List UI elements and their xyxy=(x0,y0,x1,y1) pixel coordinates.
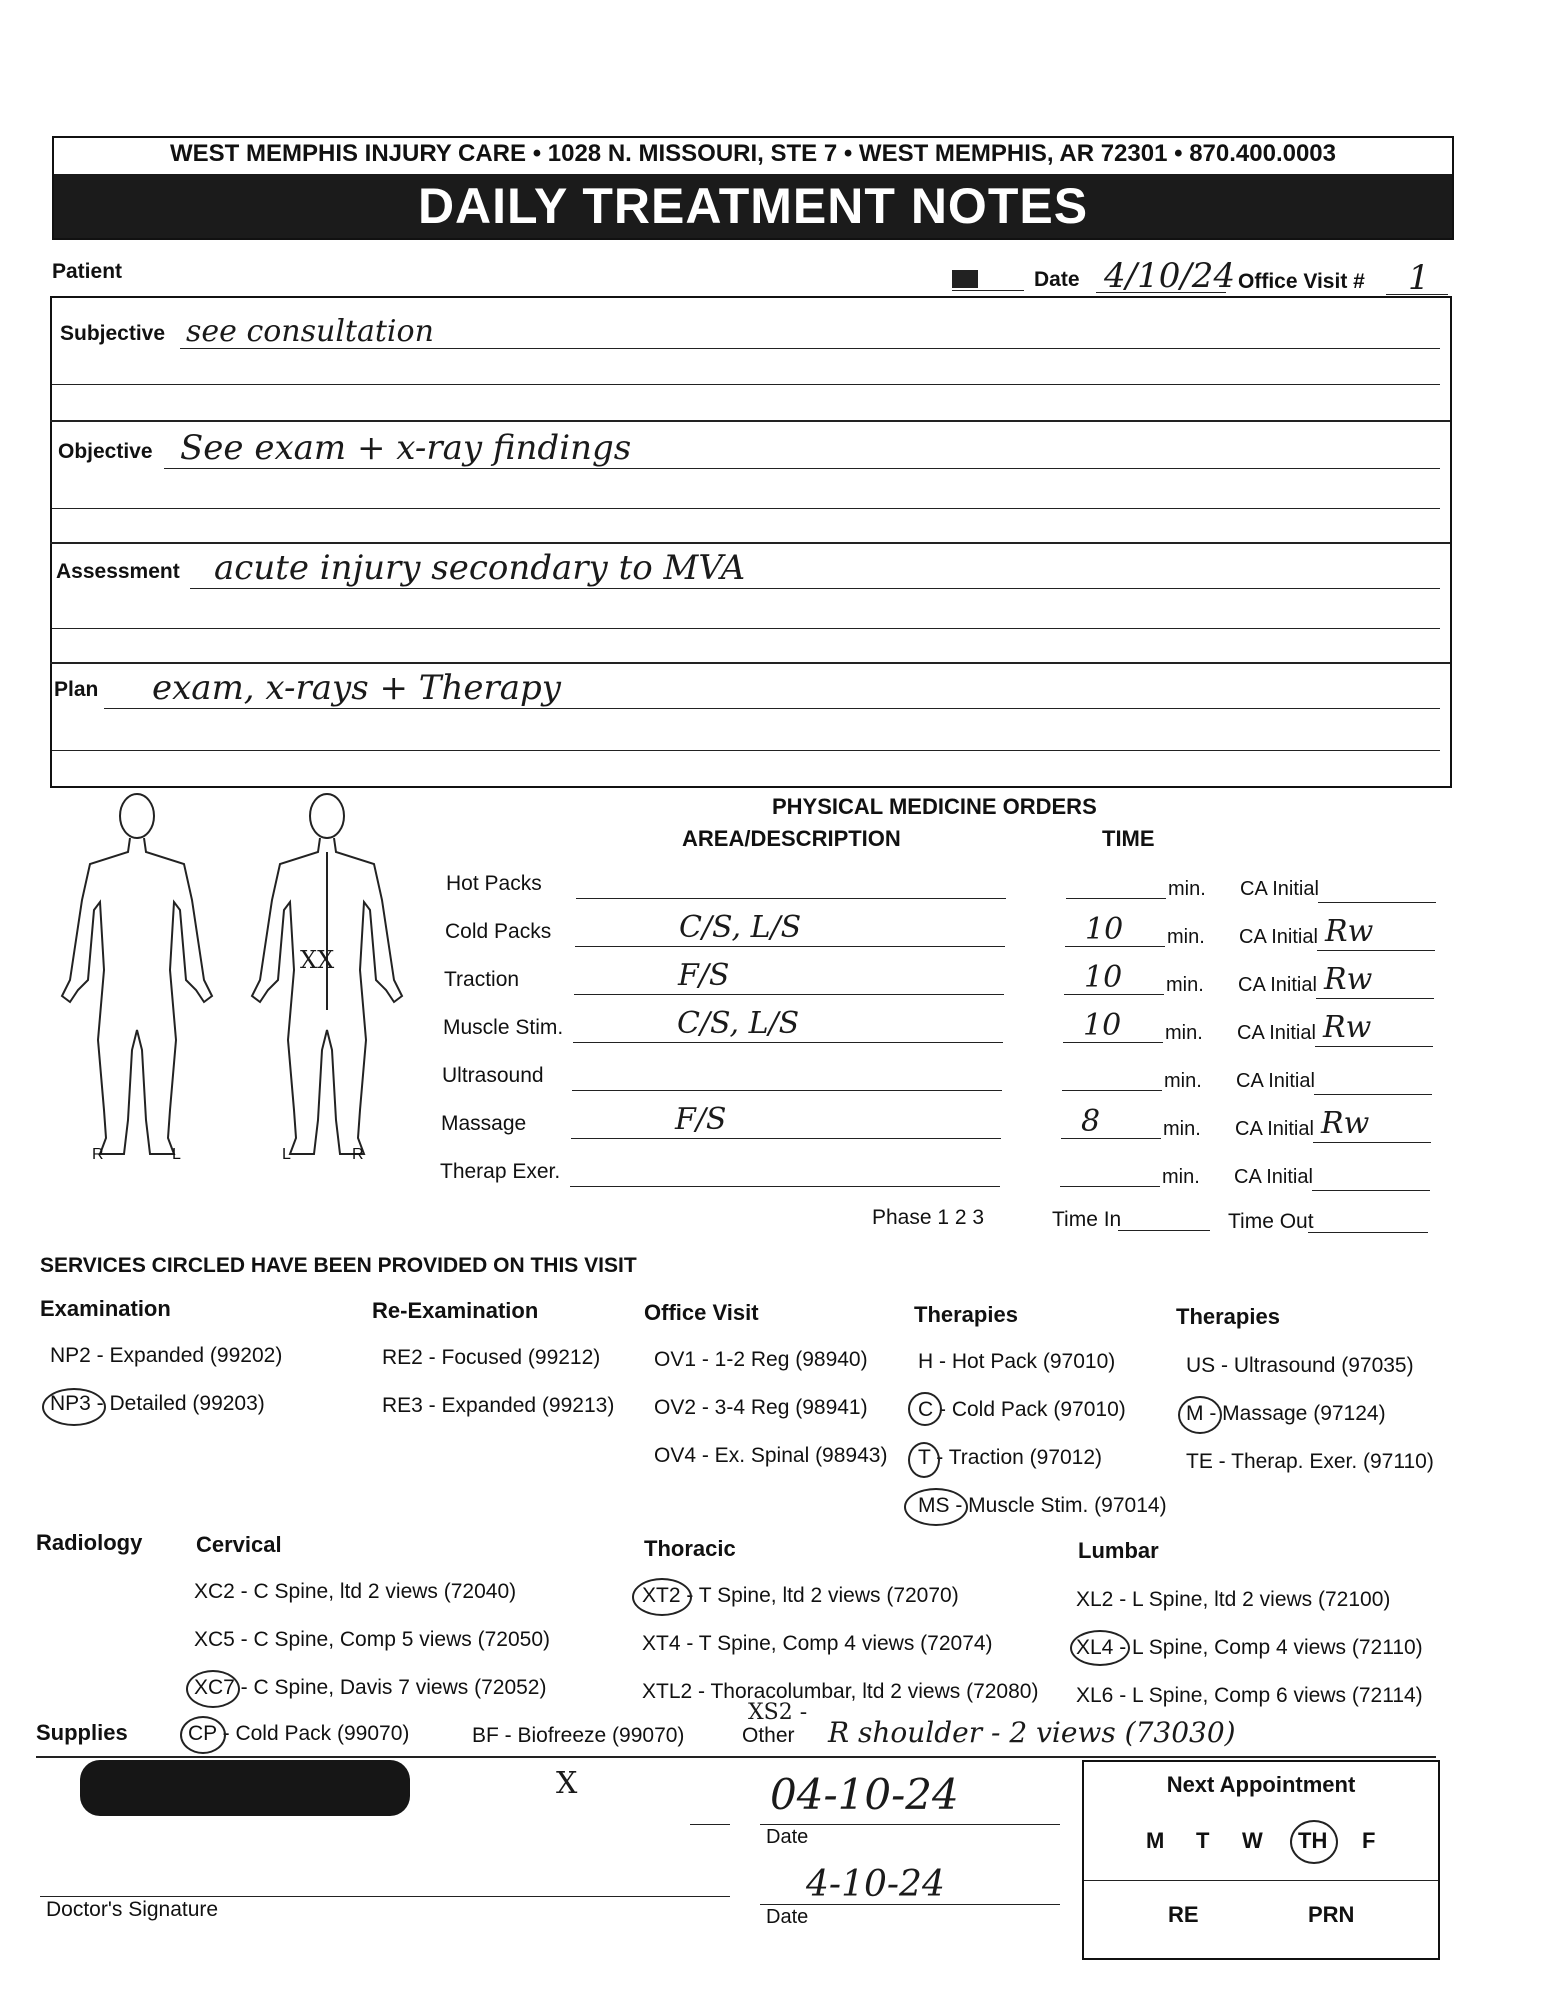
doctor-signature-label: Doctor's Signature xyxy=(46,1898,219,1921)
pmo-area-line xyxy=(571,1138,1001,1139)
circle-muscle-stim xyxy=(904,1488,968,1526)
date-label-1: Date xyxy=(766,1826,809,1848)
circle-xl4 xyxy=(1070,1630,1130,1666)
pmo-row-initial[interactable]: Rw xyxy=(1321,1106,1370,1141)
body-front-figure xyxy=(62,794,212,1154)
pmo-row-area[interactable]: F/S xyxy=(678,958,730,993)
supply-biofreeze[interactable]: BF - Biofreeze (99070) xyxy=(472,1724,685,1747)
header-box xyxy=(52,136,1454,240)
signature-date-1[interactable]: 04-10-24 xyxy=(770,1770,959,1819)
pmo-time-line xyxy=(1066,898,1166,899)
subjective-value[interactable]: see consultation xyxy=(186,314,434,349)
pmo-min-label: min. xyxy=(1164,1070,1202,1092)
date-label-2: Date xyxy=(766,1906,809,1928)
service-ov2[interactable]: OV2 - 3-4 Reg (98941) xyxy=(654,1396,868,1419)
pmo-ca-label: CA Initial xyxy=(1240,878,1319,900)
circle-xc7 xyxy=(186,1670,240,1708)
service-hot-pack[interactable]: H - Hot Pack (97010) xyxy=(918,1350,1116,1373)
service-massage[interactable]: M - Massage (97124) xyxy=(1186,1402,1386,1425)
pmo-row-time[interactable]: 10 xyxy=(1084,960,1123,995)
pmo-time-line xyxy=(1061,1138,1161,1139)
xray-xc2[interactable]: XC2 - C Spine, ltd 2 views (72040) xyxy=(194,1580,517,1603)
time-out-label: Time Out xyxy=(1228,1210,1314,1233)
day-th[interactable]: TH xyxy=(1298,1828,1328,1853)
pmo-time-line xyxy=(1062,1090,1162,1091)
pmo-area-header: AREA/DESCRIPTION xyxy=(682,826,901,851)
redaction-mark xyxy=(952,270,978,288)
circle-traction xyxy=(908,1442,940,1478)
date-value[interactable]: 4/10/24 xyxy=(1104,256,1236,296)
signature-x-mark: X xyxy=(556,1766,578,1801)
xray-xt4[interactable]: XT4 - T Spine, Comp 4 views (72074) xyxy=(642,1632,993,1655)
pmo-row-label: Traction xyxy=(444,968,520,991)
pmo-min-label: min. xyxy=(1168,878,1206,900)
service-ultrasound[interactable]: US - Ultrasound (97035) xyxy=(1186,1354,1414,1377)
pmo-area-line xyxy=(573,1042,1003,1043)
next-appointment-title: Next Appointment xyxy=(1166,1772,1356,1797)
back-right-label: R xyxy=(352,1146,364,1163)
pmo-row-initial[interactable]: Rw xyxy=(1324,962,1373,997)
supplies-label: Supplies xyxy=(36,1720,128,1745)
pmo-row-label: Muscle Stim. xyxy=(443,1016,564,1039)
service-re3[interactable]: RE3 - Expanded (99213) xyxy=(382,1394,615,1417)
service-traction[interactable]: T - Traction (97012) xyxy=(918,1446,1103,1469)
pmo-ca-line xyxy=(1312,1190,1430,1191)
service-therap-exer[interactable]: TE - Therap. Exer. (97110) xyxy=(1186,1450,1434,1473)
pmo-ca-line xyxy=(1315,1046,1433,1047)
service-np3[interactable]: NP3 - Detailed (99203) xyxy=(50,1392,265,1415)
pmo-min-label: min. xyxy=(1166,974,1204,996)
pmo-ca-label: CA Initial xyxy=(1236,1070,1315,1092)
patient-label: Patient xyxy=(52,260,123,283)
supply-cold-pack[interactable]: CP - Cold Pack (99070) xyxy=(188,1722,410,1745)
pmo-ca-label: CA Initial xyxy=(1238,974,1317,996)
phase-label: Phase 1 2 3 xyxy=(872,1206,985,1229)
pmo-row-time[interactable]: 8 xyxy=(1081,1104,1101,1139)
pmo-area-line xyxy=(572,1090,1002,1091)
service-ov4[interactable]: OV4 - Ex. Spinal (98943) xyxy=(654,1444,888,1467)
xray-xl4[interactable]: XL4 - L Spine, Comp 4 views (72110) xyxy=(1076,1636,1423,1659)
pmo-row-area[interactable]: F/S xyxy=(675,1102,727,1137)
plan-value[interactable]: exam, x-rays + Therapy xyxy=(152,668,561,708)
pmo-row-area[interactable]: C/S, L/S xyxy=(677,1006,800,1041)
lumbar-header: Lumbar xyxy=(1078,1538,1159,1563)
subjective-label: Subjective xyxy=(60,322,166,345)
pmo-ca-label: CA Initial xyxy=(1234,1166,1313,1188)
pmo-row-time[interactable]: 10 xyxy=(1083,1008,1122,1043)
xray-xtl2[interactable]: XTL2 - Thoracolumbar, ltd 2 views (72080) xyxy=(642,1680,1039,1703)
xray-xl2[interactable]: XL2 - L Spine, ltd 2 views (72100) xyxy=(1076,1588,1391,1611)
office-visit-value[interactable]: 1 xyxy=(1408,258,1430,298)
pmo-area-line xyxy=(575,946,1005,947)
office-visit-label: Office Visit # xyxy=(1238,270,1365,293)
service-np2[interactable]: NP2 - Expanded (99202) xyxy=(50,1344,283,1367)
body-chart xyxy=(40,790,430,1170)
pmo-ca-line xyxy=(1314,1094,1432,1095)
xray-xt2[interactable]: XT2 - T Spine, ltd 2 views (72070) xyxy=(642,1584,959,1607)
signature-redaction xyxy=(80,1760,410,1816)
pmo-row-label: Massage xyxy=(441,1112,527,1135)
therapies2-header: Therapies xyxy=(1176,1304,1280,1329)
body-back-figure xyxy=(252,794,402,1154)
date-label: Date xyxy=(1034,268,1080,291)
xray-xl6[interactable]: XL6 - L Spine, Comp 6 views (72114) xyxy=(1076,1684,1423,1707)
pmo-ca-line xyxy=(1317,950,1435,951)
service-re2[interactable]: RE2 - Focused (99212) xyxy=(382,1346,601,1369)
back-left-label: L xyxy=(282,1146,291,1163)
pmo-ca-label: CA Initial xyxy=(1239,926,1318,948)
pmo-time-line xyxy=(1060,1186,1160,1187)
pmo-min-label: min. xyxy=(1162,1166,1200,1188)
pmo-ca-label: CA Initial xyxy=(1237,1022,1316,1044)
re-label[interactable]: RE xyxy=(1168,1902,1199,1927)
service-cold-pack[interactable]: C - Cold Pack (97010) xyxy=(918,1398,1126,1421)
thoracic-header: Thoracic xyxy=(644,1536,736,1561)
circle-supply-cold-pack xyxy=(180,1716,226,1754)
pmo-ca-line xyxy=(1313,1142,1431,1143)
pmo-title: PHYSICAL MEDICINE ORDERS xyxy=(772,794,1097,819)
circle-cold-pack xyxy=(908,1392,942,1426)
pmo-row-time[interactable]: 10 xyxy=(1085,912,1124,947)
plan-label: Plan xyxy=(54,678,99,701)
pmo-time-header: TIME xyxy=(1102,826,1155,851)
xray-xc5[interactable]: XC5 - C Spine, Comp 5 views (72050) xyxy=(194,1628,550,1651)
pmo-row-label: Cold Packs xyxy=(445,920,552,943)
therapies1-header: Therapies xyxy=(914,1302,1018,1327)
assessment-label: Assessment xyxy=(56,560,180,583)
signature-date-2[interactable]: 4-10-24 xyxy=(806,1864,945,1905)
clinic-address: WEST MEMPHIS INJURY CARE • 1028 N. MISSOURI, STE 7 • WEST MEMPHIS, AR 72301 • 870.400.0003 xyxy=(169,140,1336,167)
prn-label[interactable]: PRN xyxy=(1308,1902,1355,1927)
reexam-header: Re-Examination xyxy=(372,1298,539,1323)
pmo-ca-label: CA Initial xyxy=(1235,1118,1314,1140)
examination-header: Examination xyxy=(40,1296,171,1321)
objective-label: Objective xyxy=(58,440,153,463)
pmo-row-label: Therap Exer. xyxy=(440,1160,561,1183)
pmo-min-label: min. xyxy=(1165,1022,1203,1044)
body-chart-mark[interactable]: XX xyxy=(300,946,335,974)
pmo-row-label: Ultrasound xyxy=(442,1064,544,1087)
pmo-row-initial[interactable]: Rw xyxy=(1323,1010,1372,1045)
circle-np3 xyxy=(42,1388,106,1426)
pmo-row-area[interactable]: C/S, L/S xyxy=(679,910,802,945)
day-t[interactable]: T xyxy=(1196,1828,1210,1853)
pmo-area-line xyxy=(574,994,1004,995)
objective-value[interactable]: See exam + x-ray findings xyxy=(180,428,632,468)
pmo-area-line xyxy=(570,1186,1000,1187)
radiology-label: Radiology xyxy=(36,1530,143,1555)
supply-other-label: Other xyxy=(742,1724,795,1747)
day-w[interactable]: W xyxy=(1242,1828,1263,1853)
circle-day-th xyxy=(1290,1820,1338,1864)
xray-xc7[interactable]: XC7 - C Spine, Davis 7 views (72052) xyxy=(194,1676,547,1699)
supply-other-value[interactable]: R shoulder - 2 views (73030) xyxy=(828,1716,1236,1749)
front-right-label: R xyxy=(92,1146,104,1163)
pmo-ca-line xyxy=(1318,902,1436,903)
cervical-header: Cervical xyxy=(196,1532,282,1557)
office-visit-header: Office Visit xyxy=(644,1300,759,1325)
pmo-row-initial[interactable]: Rw xyxy=(1325,914,1374,949)
day-m[interactable]: M xyxy=(1146,1828,1165,1853)
pmo-min-label: min. xyxy=(1163,1118,1201,1140)
service-ov1[interactable]: OV1 - 1-2 Reg (98940) xyxy=(654,1348,868,1371)
assessment-value[interactable]: acute injury secondary to MVA xyxy=(214,548,746,588)
circle-xt2 xyxy=(632,1578,692,1616)
other-code: XS2 - xyxy=(748,1700,808,1725)
pmo-min-label: min. xyxy=(1167,926,1205,948)
day-f[interactable]: F xyxy=(1362,1828,1376,1853)
next-appointment-box xyxy=(1082,1760,1440,1960)
time-in-label: Time In xyxy=(1052,1208,1122,1231)
pmo-row-label: Hot Packs xyxy=(446,872,542,895)
circle-massage xyxy=(1178,1396,1222,1434)
pmo-area-line xyxy=(576,898,1006,899)
services-title: SERVICES CIRCLED HAVE BEEN PROVIDED ON THIS VISIT xyxy=(40,1254,637,1277)
front-left-label: L xyxy=(172,1146,181,1163)
service-muscle-stim[interactable]: MS - Muscle Stim. (97014) xyxy=(918,1494,1167,1517)
pmo-ca-line xyxy=(1316,998,1434,999)
form-title: DAILY TREATMENT NOTES xyxy=(54,174,1452,238)
